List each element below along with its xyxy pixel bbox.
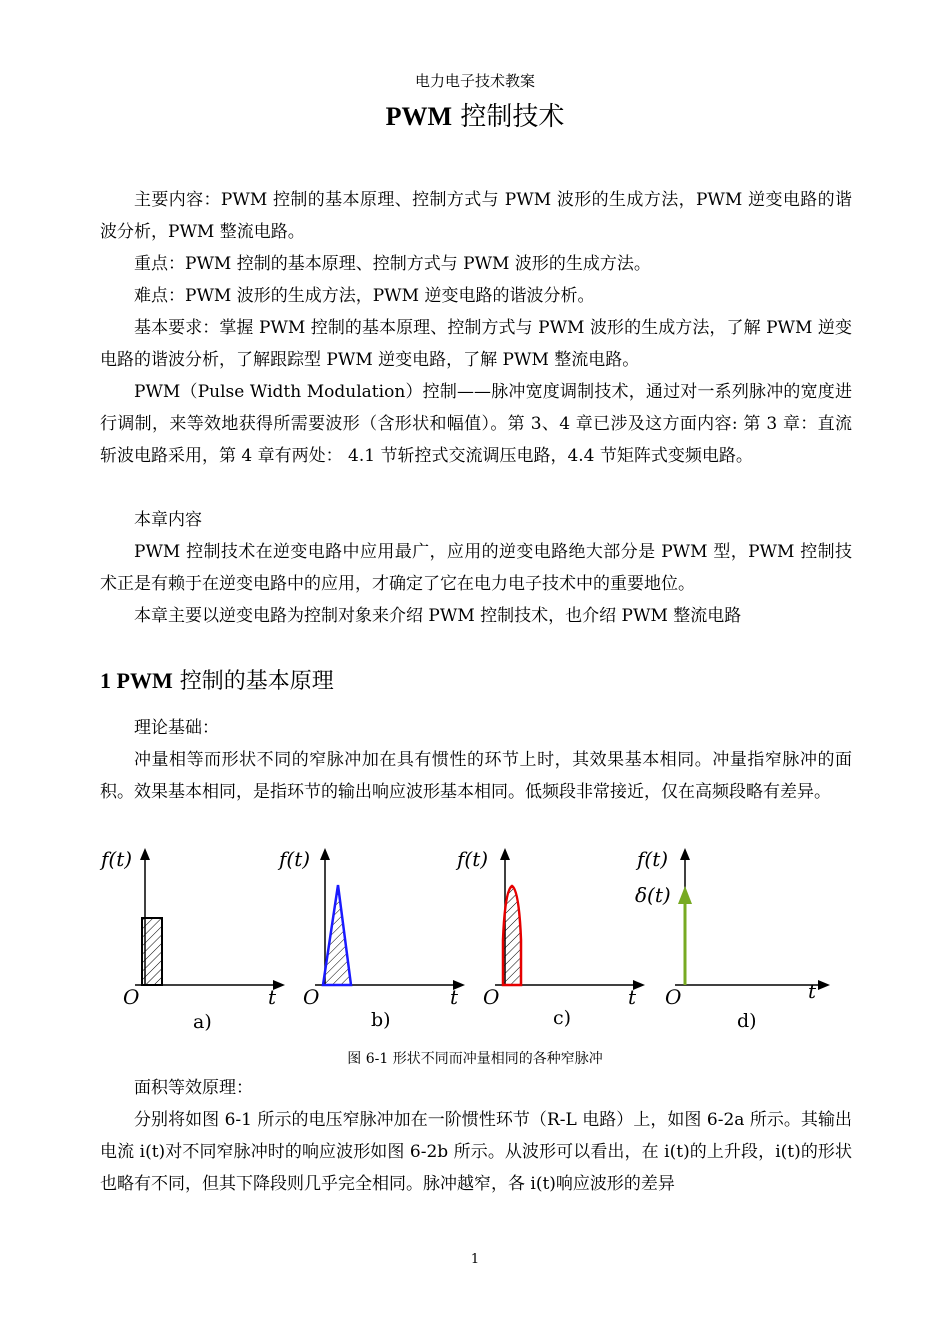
panel-c-sublabel: c) [553, 1007, 572, 1029]
sine-pulse [503, 886, 521, 985]
page-title [0, 96, 950, 133]
figure-caption: 图 6-1 形状不同而冲量相同的各种窄脉冲 [347, 1051, 603, 1067]
paragraph-chapter-content-label: 本章内容 [134, 510, 202, 530]
triangle-pulse [323, 885, 351, 985]
paragraph-chapter-focus: 本章主要以逆变电路为控制对象来介绍 PWM 控制技术，也介绍 PWM 整流电路 [134, 606, 742, 626]
panel-a-origin: O [123, 985, 140, 1009]
panel-b-ylabel: f(t) [279, 847, 311, 871]
panel-b-sublabel: b) [371, 1009, 391, 1031]
panel-d [635, 847, 830, 1032]
panel-b [277, 847, 465, 1031]
panel-c-ylabel: f(t) [457, 847, 489, 871]
paragraph-difficulties: 难点：PWM 波形的生成方法，PWM 逆变电路的谐波分析。 [134, 286, 595, 306]
panel-a-xlabel: t [268, 985, 277, 1009]
title-rest: 控制技术 [452, 102, 565, 132]
paragraph-key-points: 重点：PWM 控制的基本原理、控制方式与 PWM 波形的生成方法。 [134, 254, 651, 274]
panel-d-sublabel: d) [737, 1010, 757, 1032]
panel-c [455, 847, 645, 1029]
panel-a [99, 847, 285, 1033]
paragraph-rl-response: 分别将如图 6-1 所示的电压窄脉冲加在一阶惯性环节（R-L 电路）上，如图 6-2a 所示。其输出电流 i(t)对不同窄脉冲时的响应波形如图 6-2b 所示。从波形可以看出，在 i(t)的上升段，i(t)的形状也略有不同，但其下降段则几乎完全相同。脉冲越窄，各 i(t)响应波形的差异 [100, 1110, 852, 1194]
paragraph-theory-basis: 理论基础： [134, 718, 219, 738]
page-header: 电力电子技术教案 [414, 72, 535, 90]
panel-a-ylabel: f(t) [101, 847, 133, 871]
panel-d-delta-label: δ(t) [635, 883, 671, 907]
paragraph-chapter-content: PWM 控制技术在逆变电路中应用最广，应用的逆变电路绝大部分是 PWM 型，PWM 控制技术正是有赖于在逆变电路中的应用，才确定了它在电力电子技术中的重要地位。 [100, 542, 852, 594]
panel-c-xlabel: t [628, 985, 637, 1009]
section-heading [100, 664, 334, 695]
panel-b-xlabel: t [450, 985, 459, 1009]
rect-pulse [142, 918, 162, 985]
paragraph-area-equivalence: 面积等效原理： [134, 1078, 253, 1098]
panel-d-xlabel: t [808, 979, 817, 1003]
title-bold: PWM [385, 102, 453, 131]
section-title: 控制的基本原理 [172, 669, 334, 694]
panel-b-origin: O [303, 985, 320, 1009]
panel-d-ylabel: f(t) [637, 847, 669, 871]
page-number: 1 [470, 1252, 480, 1267]
paragraph-pwm-definition: PWM（Pulse Width Modulation）控制——脉冲宽度调制技术，通过对一系列脉冲的宽度进行调制，来等效地获得所需要波形（含形状和幅值）。第 3、4 章已涉及这方面内容: 第 3 章：直流斩波电路采用，第 4 章有两处： 4.1 节斩控式交流调压电路，4.4 节矩阵式变频电路。 [100, 382, 852, 466]
panel-d-origin: O [665, 985, 682, 1009]
paragraph-impulse-principle: 冲量相等而形状不同的窄脉冲加在具有惯性的环节上时，其效果基本相同。冲量指窄脉冲的面积。效果基本相同，是指环节的输出响应波形基本相同。低频段非常接近，仅在高频段略有差异。 [100, 750, 852, 802]
section-number: 1 PWM [100, 668, 173, 693]
delta-arrowhead [678, 886, 692, 904]
figure-narrow-pulses [95, 840, 855, 1040]
paragraph-requirements: 基本要求：掌握 PWM 控制的基本原理、控制方式与 PWM 波形的生成方法，了解 PWM 逆变电路的谐波分析，了解跟踪型 PWM 逆变电路，了解 PWM 整流电路。 [100, 318, 852, 370]
panel-c-origin: O [483, 985, 500, 1009]
paragraph-main-content: 主要内容：PWM 控制的基本原理、控制方式与 PWM 波形的生成方法，PWM 逆变电路的谐波分析，PWM 整流电路。 [100, 190, 852, 242]
panel-a-sublabel: a) [193, 1011, 212, 1033]
